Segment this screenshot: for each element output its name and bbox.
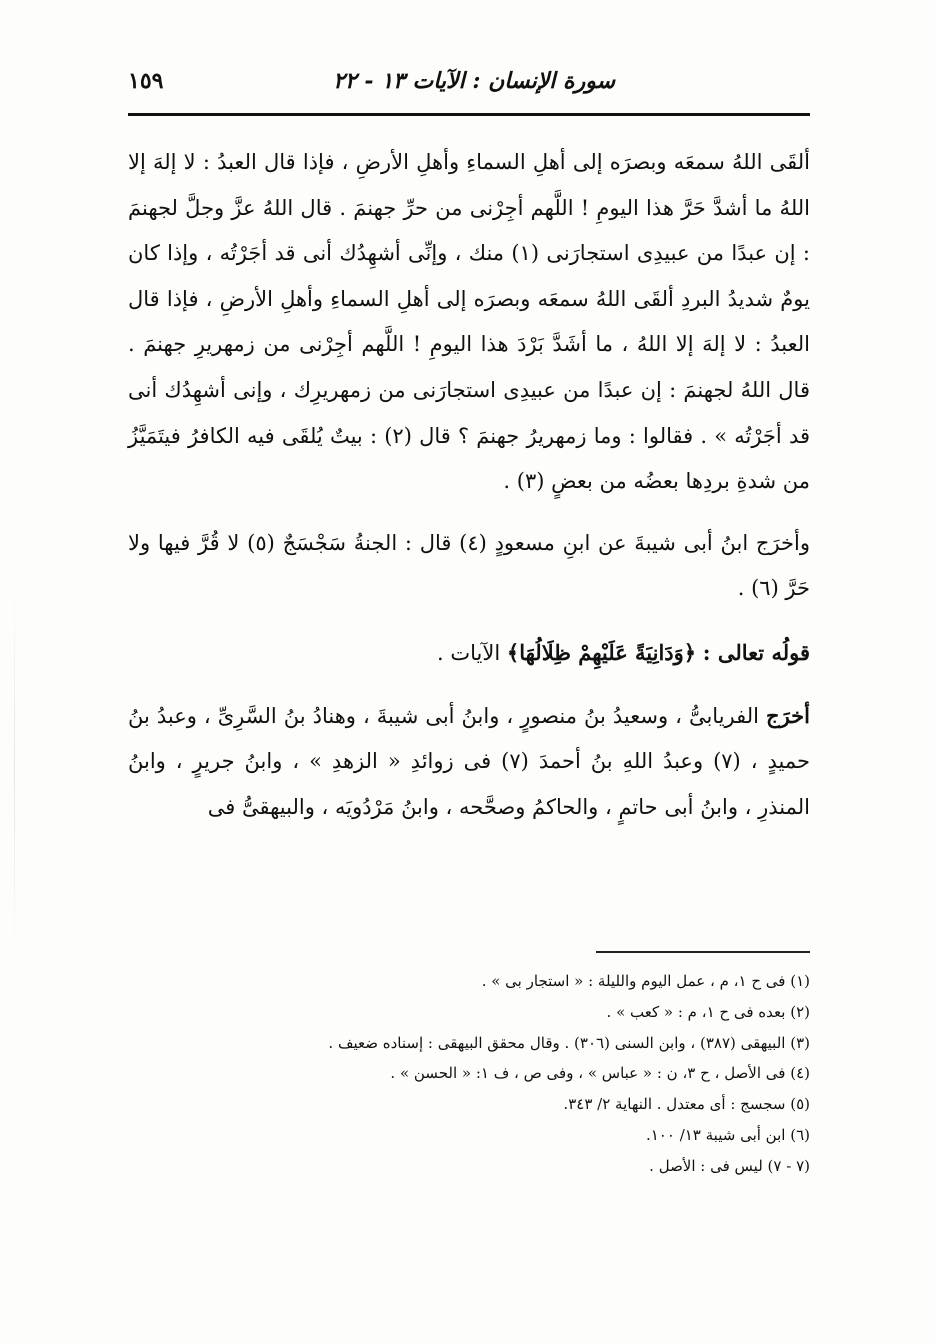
footnote-5: (٥) سجسج : أى معتدل . النهاية ٢/ ٣٤٣. [563, 1095, 810, 1114]
scan-edge-shadow [14, 580, 15, 960]
footnote-4: (٤) فى الأصل ، ح ٣، ن : « عباس » ، وفى ص ، ف ١: « الحسن » . [390, 1064, 810, 1083]
verse-heading-rest: الآيات . [437, 640, 501, 665]
page-number: ١٥٩ [128, 68, 164, 94]
running-title: سورة الإنسان : الآيات ١٣ - ٢٢ [333, 68, 615, 94]
footnote-1: (١) فى ح ١، م ، عمل اليوم والليلة : « استجار بى » . [481, 972, 810, 990]
paragraph-3-lead: أخرَج [766, 702, 810, 728]
paragraph-2: وأخرَج ابنُ أبى شيبةَ عن ابنِ مسعودٍ (٤) قال : الجنةُ سَجْسَجٌ (٥) لا قُرَّ فيها ولا حَرَّ (٦) . [128, 530, 811, 601]
verse-quote: ﴿وَدَانِيَةً عَلَيْهِمْ ظِلَالُهَا﴾ [506, 639, 697, 665]
footnote-2: (٢) بعده فى ح ١، م : « كعب » . [606, 1002, 810, 1021]
verse-heading-lead: قولُه تعالى : [702, 639, 810, 665]
paragraph-3 [128, 693, 810, 831]
footnote-3: (٣) البيهقى (٣٨٧) ، وابن السنى (٣٠٦) . وقال محقق البيهقى : إسناده ضعيف . [328, 1033, 810, 1052]
footnotes [200, 966, 810, 1182]
footnote-rule [596, 951, 810, 953]
footnote-7: (٧ - ٧) ليس فى : الأصل . [649, 1156, 810, 1175]
header-rule [128, 113, 810, 116]
main-text [128, 140, 810, 830]
footnote-6: (٦) ابن أبى شيبة ١٣/ ١٠٠. [645, 1125, 810, 1144]
paragraph-1: ألقَى اللهُ سمعَه وبصرَه إلى أهلِ السماءِ وأهلِ الأرضِ ، فإذا قال العبدُ : لا إلهَ إلا اللهُ ما أشدَّ حَرَّ هذا اليومِ ! اللَّهم أجِرْنى من حرِّ جهنمَ . قال اللهُ عزَّ وجلَّ لجهنمَ : إن عبدًا من عبيدِى استجارَنى (١) منك ، وإنِّى أشهِدُك أنى قد أجَرْتُه ، وإذا كان يومٌ شديدُ البردِ ألقَى اللهُ سمعَه وبصرَه إلى أهلِ السماءِ وأهلِ الأرضِ ، فإذا قال العبدُ : لا إلهَ إلا اللهُ ، ما أشَدَّ بَرْدَ هذا اليومِ ! اللَّهم أجِرْنى من زمهريرِ جهنمَ . قال اللهُ لجهنمَ : إن عبدًا من عبيدِى استجارَنى من زمهريرِك ، وإنى أشهِدُك أنى قد أجَرْتُه » . فقالوا : وما زمهريرُ جهنمَ ؟ قال (٢) : بيتٌ يُلقَى فيه الكافرُ فيتَمَيَّزُ من شدةِ بردِها بعضُه من بعضٍ (٣) . [128, 150, 811, 494]
page-header [128, 62, 810, 110]
paragraph-3-text: الفريابىُّ ، وسعيدُ بنُ منصورٍ ، وابنُ أبى شيبةَ ، وهنادُ بنُ السَّرِىِّ ، وعبدُ بنُ حميدٍ ، (٧) وعبدُ اللهِ بنُ أحمدَ (٧) فى زوائدِ « الزهدِ » ، وابنُ جريرٍ ، وابنُ المنذرِ ، وابنُ أبى حاتمٍ ، والحاكمُ وصحَّحه ، وابنُ مَرْدُويَه ، والبيهقىُّ فى [128, 703, 810, 819]
verse-heading [128, 630, 810, 677]
